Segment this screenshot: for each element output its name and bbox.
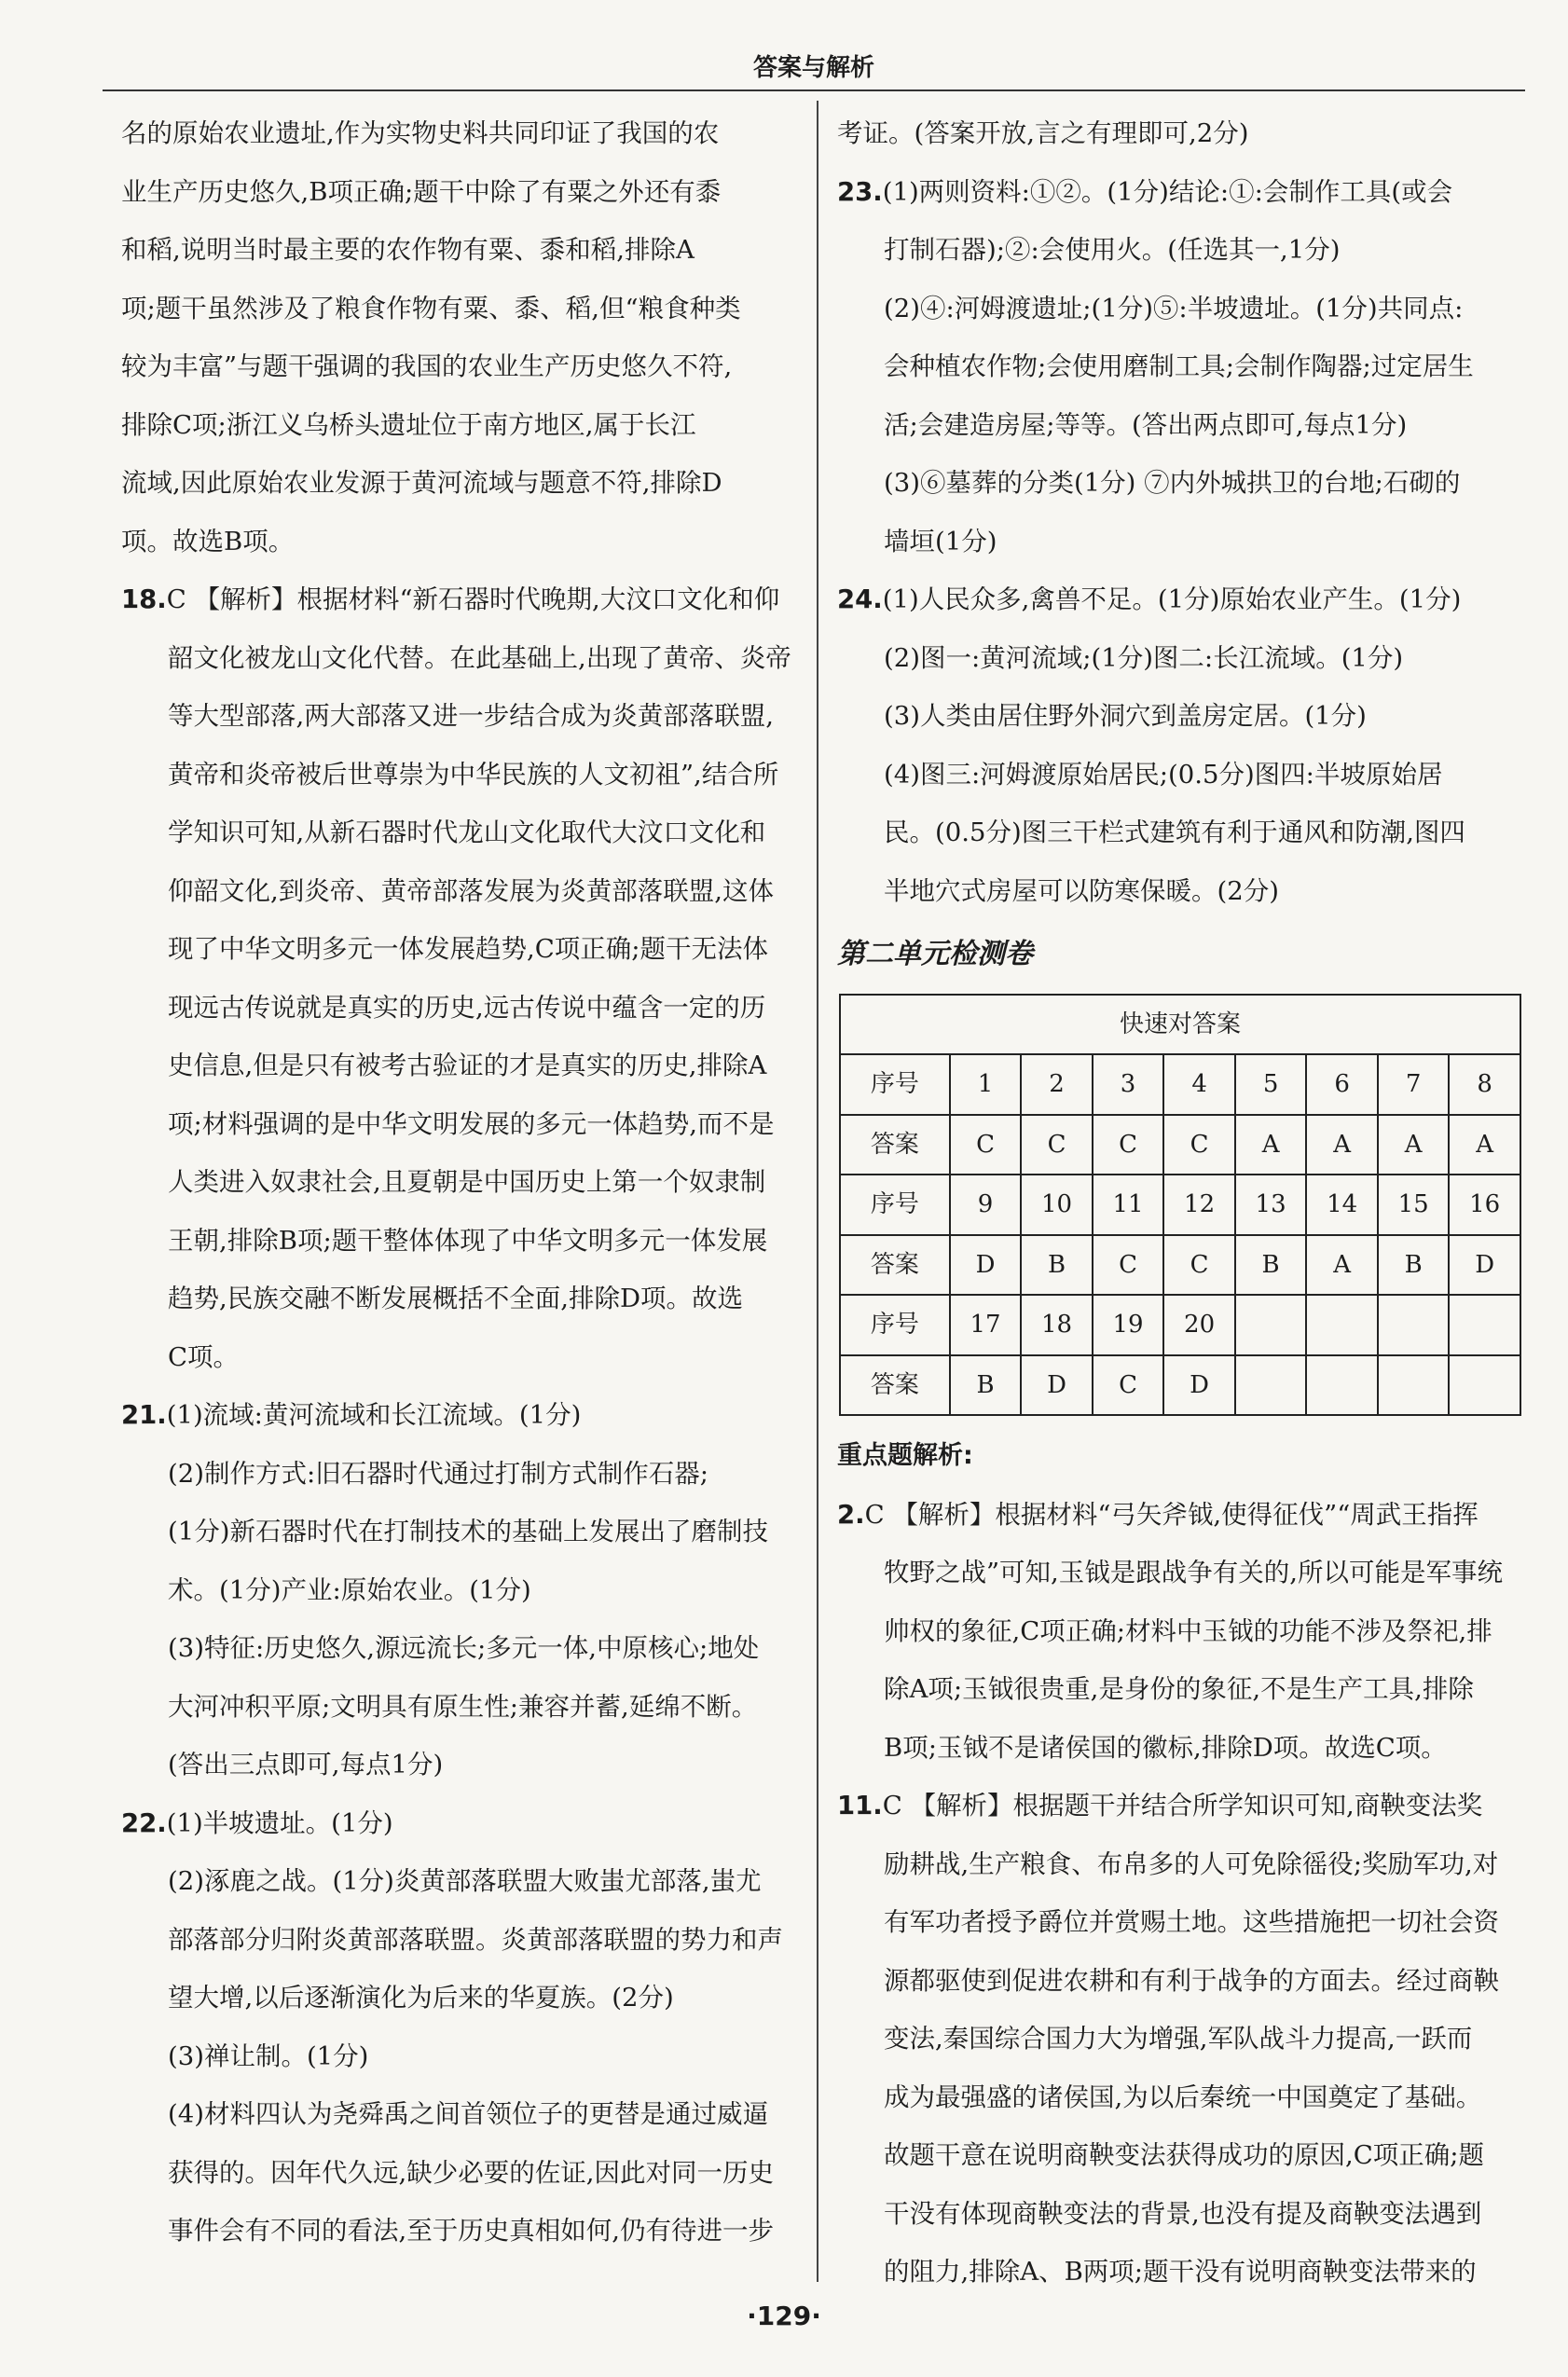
answer-entry [121,1794,797,2260]
text-line: (2)图一:黄河流域;(1分)图二:长江流域。(1分) [884,642,1404,673]
answer-entry [121,104,797,570]
answer-cell: A [1235,1115,1307,1175]
answer-cell: D [950,1235,1022,1296]
text-line: 半地穴式房屋可以防寒保暖。(2分) [884,875,1279,906]
answer-cell: 19 [1093,1295,1164,1355]
right-bottom-entries [837,1486,1522,2301]
answer-cell: 13 [1235,1175,1307,1235]
answer-cell: 7 [1378,1054,1450,1115]
text-line: 民。(0.5分)图三干栏式建筑有利于通风和防潮,图四 [884,818,1465,847]
answer-cell: C [1021,1115,1093,1175]
text-line: 项;题干虽然涉及了粮食作物有粟、黍、稻,但“粮食种类 [121,293,741,323]
question-number: 22. [121,1807,167,1838]
answer-cell: 15 [1378,1175,1450,1235]
text-line: 2.C 【解析】根据材料“弓矢斧钺,使得征伐”“周武王指挥 [837,1499,1479,1530]
text-line: 现了中华文明多元一体发展趋势,C项正确;题干无法体 [168,934,769,964]
text-line: 会种植农作物;会使用磨制工具;会制作陶器;过定居生 [884,351,1474,381]
text-line: 术。(1分)产业:原始农业。(1分) [168,1574,531,1605]
text-line: (2)④:河姆渡遗址;(1分)⑤:半坡遗址。(1分)共同点: [884,293,1464,323]
text-line: 较为丰富”与题干强调的我国的农业生产历史悠久不符, [121,351,733,381]
text-line: 流域,因此原始农业发源于黄河流域与题意不符,排除D [121,468,722,498]
answer-cell: B [1378,1235,1450,1296]
answer-cell: C [950,1115,1022,1175]
answer-entry [837,1486,1522,1778]
answer-table-row [840,1355,1520,1416]
answer-cell: 10 [1021,1175,1093,1235]
answer-cell [1306,1355,1378,1416]
answer-cell: A [1378,1115,1450,1175]
text-line: 11.C 【解析】根据题干并结合所学知识可知,商鞅变法奖 [837,1791,1483,1821]
text-line: 大河冲积平原;文明具有原生性;兼容并蓄,延绵不断。 [168,1691,758,1722]
answer-cell: 20 [1163,1295,1235,1355]
answer-cell: C [1093,1115,1164,1175]
answer-cell [1235,1355,1307,1416]
text-line: (3)人类由居住野外洞穴到盖房定居。(1分) [884,701,1367,731]
text-line: (3)特征:历史悠久,源远流长;多元一体,中原核心;地处 [168,1633,760,1663]
text-line: 史信息,但是只有被考古验证的才是真实的历史,排除A [168,1051,767,1080]
text-line: 变法,秦国综合国力大为增强,军队战斗力提高,一跃而 [884,2024,1473,2054]
answer-cell: 6 [1306,1054,1378,1115]
text-line: (4)材料四认为尧舜禹之间首领位子的更替是通过威逼 [168,2099,768,2129]
text-line: 的阻力,排除A、B两项;题干没有说明商鞅变法带来的 [884,2257,1477,2287]
question-number: 24. [837,584,883,614]
answer-cell [1306,1295,1378,1355]
answer-cell: 1 [950,1054,1022,1115]
row-label: 答案 [840,1115,950,1175]
text-line: C项。 [168,1341,240,1372]
text-line: 考证。(答案开放,言之有理即可,2分) [837,118,1249,148]
answer-cell: 9 [950,1175,1022,1235]
row-label: 答案 [840,1235,950,1296]
answer-cell [1378,1295,1450,1355]
text-line: 有军功者授予爵位并赏赐土地。这些措施把一切社会资 [884,1907,1499,1937]
question-number: 23. [837,176,883,207]
answer-cell: 3 [1093,1054,1164,1115]
text-line: 23.(1)两则资料:①②。(1分)结论:①:会制作工具(或会 [837,176,1453,207]
text-line: 人类进入奴隶社会,且夏朝是中国历史上第一个奴隶制 [168,1167,766,1197]
answer-cell: 16 [1449,1175,1520,1235]
text-line: (3)⑥墓葬的分类(1分) ⑦内外城拱卫的台地;石砌的 [884,468,1461,498]
text-line: 望大增,以后逐渐演化为后来的华夏族。(2分) [168,1983,674,2013]
header-title: 答案与解析 [752,54,874,82]
text-line: 等大型部落,两大部落又进一步结合成为炎黄部落联盟, [168,701,774,731]
text-line: (1分)新石器时代在打制技术的基础上发展出了磨制技 [168,1517,768,1546]
answer-table-row [840,1295,1520,1355]
text-line: 项。故选B项。 [121,526,295,556]
answer-entry [121,570,797,1386]
text-line: 干没有体现商鞅变法的背景,也没有提及商鞅变法遇到 [884,2198,1482,2229]
answer-cell [1449,1295,1520,1355]
row-label: 序号 [840,1175,950,1235]
text-line: (2)涿鹿之战。(1分)炎黄部落联盟大败蚩尤部落,蚩尤 [168,1866,762,1896]
answer-cell: D [1163,1355,1235,1416]
row-label: 答案 [840,1355,950,1416]
answer-cell: B [1235,1235,1307,1296]
text-line: 成为最强盛的诸侯国,为以后秦统一中国奠定了基础。 [884,2082,1482,2112]
right-top-entries [837,104,1522,920]
key-questions-title: 重点题解析: [837,1441,973,1470]
answer-cell: A [1306,1235,1378,1296]
text-line: 24.(1)人民众多,禽兽不足。(1分)原始农业产生。(1分) [837,584,1462,614]
answer-cell: 17 [950,1295,1022,1355]
answer-table [839,994,1521,1417]
section-title: 第二单元检测卷 [837,938,1033,970]
answer-cell: 11 [1093,1175,1164,1235]
answer-cell: C [1093,1355,1164,1416]
answer-table-row [840,1175,1520,1235]
text-line: 名的原始农业遗址,作为实物史料共同印证了我国的农 [121,118,720,148]
text-line: 除A项;玉钺很贵重,是身份的象征,不是生产工具,排除 [884,1674,1474,1704]
answer-table-row [840,1115,1520,1175]
text-line: 项;材料强调的是中华文明发展的多元一体趋势,而不是 [168,1108,775,1139]
text-line: 获得的。因年代久远,缺少必要的佐证,因此对同一历史 [168,2157,774,2188]
text-line: (3)禅让制。(1分) [168,2040,369,2071]
answer-cell: 5 [1235,1054,1307,1115]
text-line: (4)图三:河姆渡原始居民;(0.5分)图四:半坡原始居 [884,759,1443,790]
text-line: 打制石器);②:会使用火。(任选其一,1分) [884,235,1341,265]
text-line: 活;会建造房屋;等等。(答出两点即可,每点1分) [884,409,1408,440]
question-number: 2. [837,1499,865,1530]
text-line: (答出三点即可,每点1分) [168,1750,444,1779]
text-line: (2)制作方式:旧石器时代通过打制方式制作石器; [168,1458,708,1489]
column-divider [817,101,818,2282]
text-line: 韶文化被龙山文化代替。在此基础上,出现了黄帝、炎帝 [168,642,791,673]
row-label: 序号 [840,1054,950,1115]
answer-cell: 8 [1449,1054,1520,1115]
text-line: B项;玉钺不是诸侯国的徽标,排除D项。故选C项。 [884,1732,1447,1763]
text-line: 22.(1)半坡遗址。(1分) [121,1807,393,1838]
answer-cell: C [1163,1115,1235,1175]
left-column [121,104,797,2260]
question-number: 21. [121,1400,167,1430]
answer-cell: 18 [1021,1295,1093,1355]
answer-cell [1449,1355,1520,1416]
answer-cell: B [1021,1235,1093,1296]
answer-entry [121,1386,797,1794]
answer-cell: A [1449,1115,1520,1175]
answer-cell: B [950,1355,1022,1416]
answer-cell [1378,1355,1450,1416]
text-line: 现远古传说就是真实的历史,远古传说中蕴含一定的历 [168,992,766,1023]
text-line: 业生产历史悠久,B项正确;题干中除了有粟之外还有黍 [121,176,722,207]
page-number: ·129· [747,2301,821,2331]
answer-cell: 12 [1163,1175,1235,1235]
row-label: 序号 [840,1295,950,1355]
text-line: 18.C 【解析】根据材料“新石器时代晚期,大汶口文化和仰 [121,584,780,614]
answer-table-row [840,1235,1520,1296]
text-line: 墙垣(1分) [884,526,997,556]
answer-cell: D [1449,1235,1520,1296]
text-line: 排除C项;浙江义乌桥头遗址位于南方地区,属于长江 [121,409,696,440]
text-line: 励耕战,生产粮食、布帛多的人可免除徭役;奖励军功,对 [884,1848,1499,1879]
text-line: 牧野之战”可知,玉钺是跟战争有关的,所以可能是军事统 [884,1558,1504,1587]
text-line: 源都驱使到促进农耕和有利于战争的方面去。经过商鞅 [884,1965,1499,1996]
answer-entry [837,163,1522,571]
answer-cell: C [1093,1235,1164,1296]
question-number: 11. [837,1791,883,1821]
text-line: 部落部分归附炎黄部落联盟。炎黄部落联盟的势力和声 [168,1924,783,1955]
answer-entry [837,1777,1522,2301]
answer-cell: C [1163,1235,1235,1296]
text-line: 黄帝和炎帝被后世尊崇为中华民族的人文初祖”,结合所 [168,759,779,790]
text-line: 仰韶文化,到炎帝、黄帝部落发展为炎黄部落联盟,这体 [168,875,774,906]
answer-cell [1235,1295,1307,1355]
answer-cell: A [1306,1115,1378,1175]
answer-entry [837,570,1522,920]
page-header [103,47,1525,91]
answer-table-row [840,1054,1520,1115]
text-line: 21.(1)流域:黄河流域和长江流域。(1分) [121,1400,582,1430]
answer-cell: D [1021,1355,1093,1416]
text-line: 趋势,民族交融不断发展概括不全面,排除D项。故选 [168,1284,744,1313]
question-number: 18. [121,584,167,614]
text-line: 事件会有不同的看法,至于历史真相如何,仍有待进一步 [168,2216,774,2246]
answer-entry [837,104,1522,163]
text-line: 学知识可知,从新石器时代龙山文化取代大汶口文化和 [168,818,766,847]
answer-table-caption: 快速对答案 [840,995,1520,1055]
text-line: 和稻,说明当时最主要的农作物有粟、黍和稻,排除A [121,235,695,265]
text-line: 故题干意在说明商鞅变法获得成功的原因,C项正确;题 [884,2140,1485,2170]
answer-cell: 4 [1163,1054,1235,1115]
answer-cell: 2 [1021,1054,1093,1115]
text-line: 王朝,排除B项;题干整体体现了中华文明多元一体发展 [168,1225,768,1256]
right-column [837,104,1522,2301]
text-line: 帅权的象征,C项正确;材料中玉钺的功能不涉及祭祀,排 [884,1615,1492,1646]
answer-cell: 14 [1306,1175,1378,1235]
